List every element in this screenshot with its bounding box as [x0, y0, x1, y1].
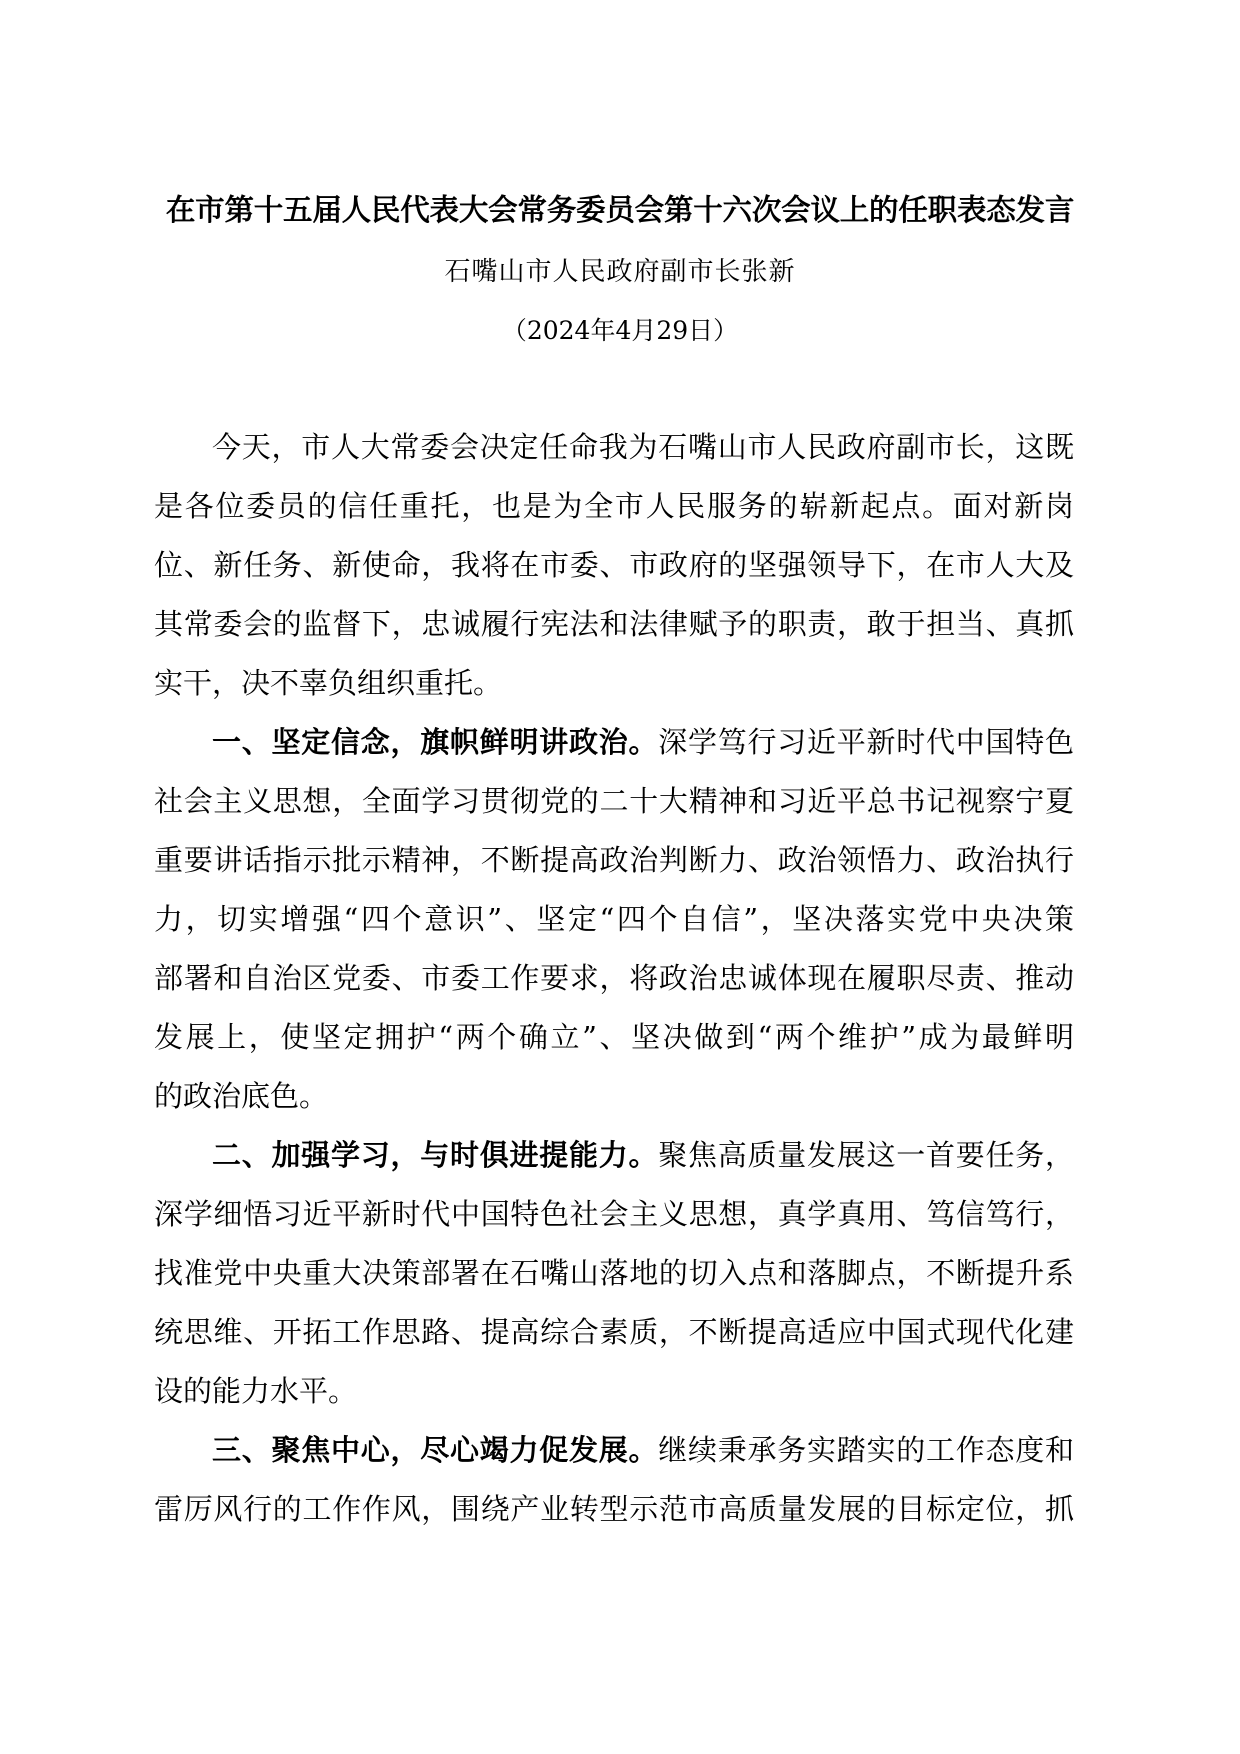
text-line: 设的能力水平。 — [154, 1374, 358, 1408]
text-line: 实干，决不辜负组织重托。 — [154, 666, 503, 700]
section-text: 聚焦高质量发展这一首要任务， — [658, 1138, 1074, 1172]
text-line: 深学细悟习近平新时代中国特色社会主义思想，真学真用、笃信笃行， — [154, 1197, 1074, 1231]
author-line: 石嘴山市人民政府副市长张新 — [444, 257, 796, 287]
text-line: 位、新任务、新使命，我将在市委、市政府的坚强领导下，在市人大及 — [154, 548, 1074, 582]
section-text: 继续秉承务实踏实的工作态度和 — [658, 1433, 1074, 1467]
section-heading: 三、聚焦中心，尽心竭力促发展。 — [212, 1433, 659, 1467]
section-heading: 一、坚定信念，旗帜鲜明讲政治。 — [212, 725, 659, 759]
text-line: 的政治底色。 — [154, 1079, 329, 1113]
text-line — [212, 714, 1074, 770]
section-heading: 二、加强学习，与时俱进提能力。 — [212, 1138, 659, 1172]
text-line: 今天，市人大常委会决定任命我为石嘴山市人民政府副市长，这既 — [212, 430, 1074, 464]
text-line: 社会主义思想，全面学习贯彻党的二十大精神和习近平总书记视察宁夏 — [154, 784, 1074, 818]
document-title: 在市第十五届人民代表大会常务委员会第十六次会议上的任职表态发言 — [165, 192, 1075, 227]
text-line: 是各位委员的信任重托，也是为全市人民服务的崭新起点。面对新岗 — [154, 489, 1074, 523]
text-line: 统思维、开拓工作思路、提高综合素质，不断提高适应中国式现代化建 — [154, 1315, 1074, 1349]
date-line: （2024年4月29日） — [501, 316, 739, 345]
text-line: 其常委会的监督下，忠诚履行宪法和法律赋予的职责，敢于担当、真抓 — [154, 607, 1074, 641]
text-line: 雷厉风行的工作作风，围绕产业转型示范市高质量发展的目标定位，抓 — [154, 1492, 1074, 1526]
text-line: 部署和自治区党委、市委工作要求，将政治忠诚体现在履职尽责、推动 — [154, 961, 1074, 995]
text-line: 发展上，使坚定拥护“两个确立”、坚决做到“两个维护”成为最鲜明 — [154, 1020, 1074, 1054]
text-line: 力，切实增强“四个意识”、坚定“四个自信”，坚决落实党中央决策 — [154, 902, 1074, 936]
text-line — [212, 1127, 1074, 1183]
text-line — [212, 1422, 1074, 1478]
text-line: 找准党中央重大决策部署在石嘴山落地的切入点和落脚点，不断提升系 — [154, 1256, 1074, 1290]
text-line: 重要讲话指示批示精神，不断提高政治判断力、政治领悟力、政治执行 — [154, 843, 1074, 877]
section-text: 深学笃行习近平新时代中国特色 — [658, 725, 1074, 759]
